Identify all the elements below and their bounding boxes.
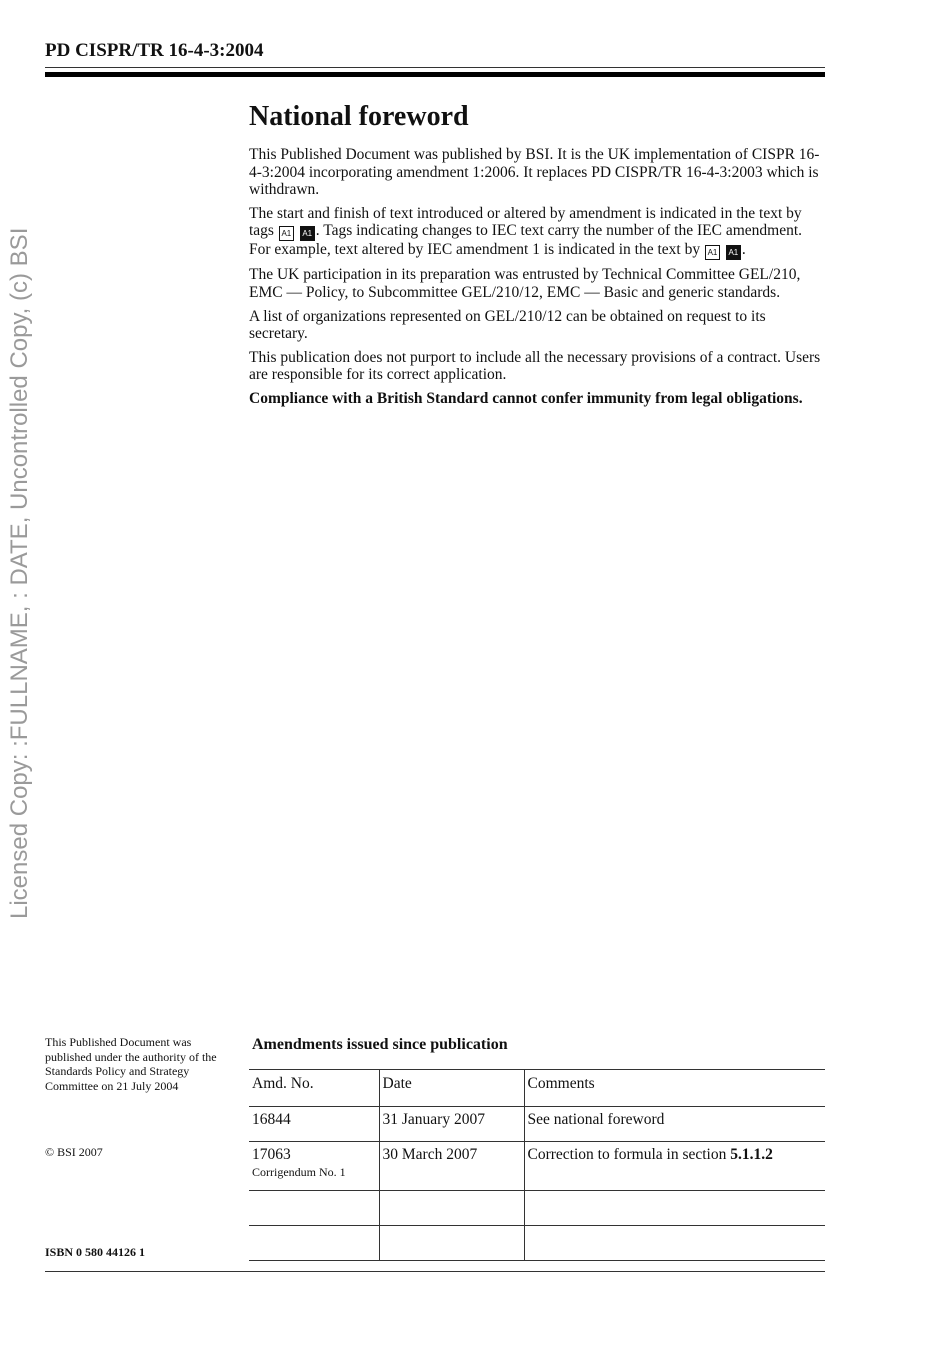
amendment-end-tag-icon: A1 [726,245,741,260]
header-rule-thin [45,67,825,68]
amendments-table [249,1069,825,1261]
national-foreword [249,100,824,414]
table-row [249,1142,825,1191]
footer-rule-left [45,1271,249,1272]
column-header-comments: Comments [524,1070,825,1107]
header-rule-thick [45,72,825,77]
table-row [249,1191,825,1226]
amendments-title: Amendments issued since publication [252,1036,508,1053]
foreword-p2-part-b: . Tags indicating changes to IEC text carry the number of the IEC amendment. For example, text altered by IEC amendment 1 is indicated in the text by [249,222,803,259]
amendment-start-tag-icon: A1 [279,226,294,241]
amd-no: 17063 [252,1146,291,1163]
date-cell [379,1191,524,1226]
page-title: National foreword [249,101,469,132]
corrigendum-label: Corrigendum No. 1 [252,1165,346,1179]
amd-no-cell [249,1107,379,1142]
foreword-paragraph-4: A list of organizations represented on GEL/210/12 can be obtained on request to its secretary. [249,307,766,343]
date-cell [379,1226,524,1261]
amd-no: 16844 [252,1111,291,1128]
comment-text: Correction to formula in section [527,1146,731,1163]
publication-authority-note: This Published Document was published under the authority of the Standards Policy and Strategy Committee on 21 July 2004 [45,1035,217,1093]
column-header-amd-no: Amd. No. [249,1070,379,1107]
copyright-notice: © BSI 2007 [45,1145,103,1159]
column-header-date: Date [379,1070,524,1107]
amd-no-cell [249,1191,379,1226]
compliance-statement: Compliance with a British Standard cannot confer immunity from legal obligations. [249,389,803,407]
amd-no-cell [249,1226,379,1261]
comment-cell [524,1142,825,1191]
amendments-header-row [249,1070,825,1107]
table-row [249,1226,825,1261]
amendment-end-tag-icon: A1 [300,226,315,241]
license-watermark: Licensed Copy: :FULLNAME, : DATE, Uncontrolled Copy, (c) BSI [6,227,33,919]
foreword-paragraph-3: The UK participation in its preparation was entrusted by Technical Committee GEL/210, EMC — Policy, to Subcommittee GEL/210/12, EMC — Basic and generic standards. [249,266,801,301]
isbn: ISBN 0 580 44126 1 [45,1245,146,1259]
amd-no-cell [249,1142,379,1191]
date-cell: 31 January 2007 [379,1107,524,1142]
document-id: PD CISPR/TR 16-4-3:2004 [45,40,264,61]
foreword-paragraph-5: This publication does not purport to include all the necessary provisions of a contract. Users are responsible for its correct application. [249,348,821,384]
foreword-paragraph-1: This Published Document was published by BSI. It is the UK implementation of CISPR 16-4-3:2004 incorporating amendment 1:2006. It replaces PD CISPR/TR 16-4-3:2003 which is withdrawn. [249,146,820,199]
amendment-start-tag-icon: A1 [705,245,720,260]
footer-rule [249,1271,825,1272]
comment-cell: See national foreword [524,1107,825,1142]
foreword-p2-part-a: The start and finish of text introduced or altered by amendment is indicated in the text by tags [249,204,802,240]
date-cell: 30 March 2007 [379,1142,524,1191]
comment-cell [524,1226,825,1261]
section-reference: 5.1.1.2 [730,1146,773,1163]
comment-cell [524,1191,825,1226]
foreword-paragraph-2 [249,205,824,261]
foreword-p2-part-c: . [741,241,746,259]
table-row [249,1107,825,1142]
